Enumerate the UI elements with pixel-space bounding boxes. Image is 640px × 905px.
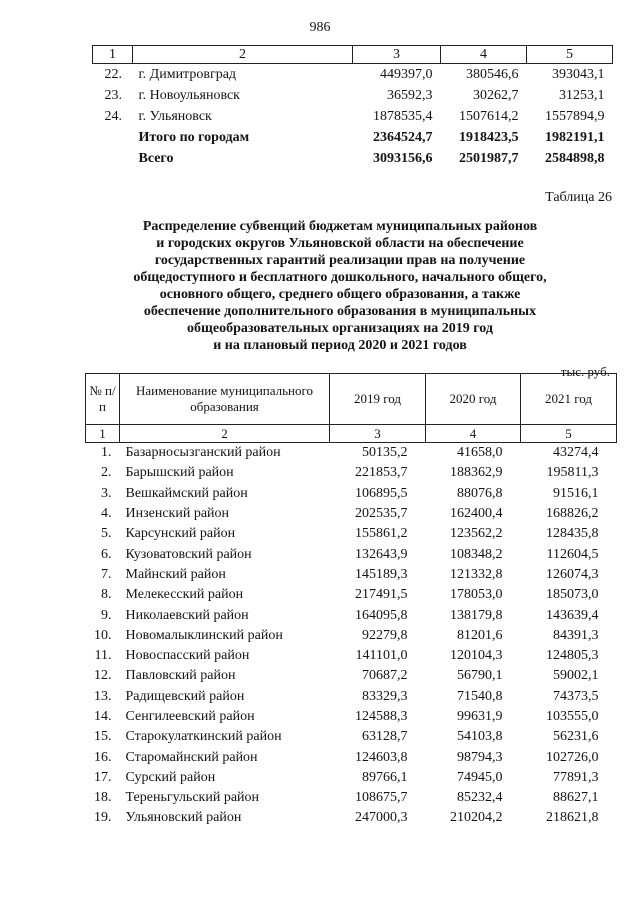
heading-line: основного общего, среднего общего образования, а также bbox=[159, 287, 521, 302]
row-index: 23. bbox=[104, 87, 122, 103]
value-2019: 83329,3 bbox=[362, 688, 408, 704]
table-row bbox=[86, 646, 617, 666]
row-index: 10. bbox=[94, 627, 112, 643]
subventions-table bbox=[85, 373, 617, 829]
table-row bbox=[86, 585, 617, 605]
value-2019: 247000,3 bbox=[355, 810, 408, 826]
value-2020: 41658,0 bbox=[457, 445, 503, 461]
row-index: 17. bbox=[94, 769, 112, 785]
table-row bbox=[86, 524, 617, 544]
subtotal-2020: 1918423,5 bbox=[459, 129, 519, 145]
table-row bbox=[93, 64, 613, 86]
value-2019: 164095,8 bbox=[355, 607, 408, 623]
row-index: 3. bbox=[101, 485, 112, 501]
row-name: Тереньгульский район bbox=[125, 790, 260, 806]
column-number: 4 bbox=[441, 46, 527, 64]
table-row bbox=[86, 605, 617, 625]
column-number: 2 bbox=[133, 46, 353, 64]
value-2019: 36592,3 bbox=[387, 87, 433, 103]
value-2019: 108675,7 bbox=[355, 790, 408, 806]
value-2019: 449397,0 bbox=[380, 66, 433, 82]
table-row bbox=[93, 85, 613, 106]
column-number-row bbox=[86, 425, 617, 443]
subtotal-2021: 1982191,1 bbox=[545, 129, 605, 145]
column-number: 2 bbox=[120, 425, 330, 443]
row-index: 9. bbox=[101, 607, 112, 623]
value-2020: 99631,9 bbox=[457, 709, 503, 724]
value-2020: 1507614,2 bbox=[459, 108, 519, 124]
total-label: Всего bbox=[138, 150, 174, 166]
value-2021: 56231,6 bbox=[553, 729, 599, 745]
row-index: 19. bbox=[94, 810, 112, 826]
value-2020: 178053,0 bbox=[450, 587, 503, 603]
value-2020: 108348,2 bbox=[450, 546, 503, 562]
table-label: Таблица 26 bbox=[545, 190, 612, 205]
value-2019: 155861,2 bbox=[355, 526, 408, 542]
value-2021: 143639,4 bbox=[546, 607, 599, 623]
column-number: 4 bbox=[426, 425, 521, 443]
value-2021: 88627,1 bbox=[553, 790, 599, 806]
row-name: г. Димитровград bbox=[138, 66, 237, 82]
row-name: Мелекесский район bbox=[125, 587, 244, 603]
table-row bbox=[86, 808, 617, 828]
value-2020: 188362,9 bbox=[450, 465, 503, 481]
header-2019: 2019 год bbox=[330, 374, 426, 425]
header-2021: 2021 год bbox=[521, 374, 617, 425]
row-name: г. Новоульяновск bbox=[138, 87, 240, 103]
header-num: № п/п bbox=[86, 374, 120, 425]
row-name: Старокулаткинский район bbox=[125, 729, 282, 745]
value-2020: 121332,8 bbox=[450, 566, 503, 582]
row-name: Николаевский район bbox=[125, 607, 249, 623]
row-index: 6. bbox=[101, 546, 112, 562]
row-index: 5. bbox=[101, 526, 112, 542]
value-2021: 1557894,9 bbox=[545, 108, 605, 124]
value-2020: 123562,2 bbox=[450, 526, 503, 542]
value-2021: 185073,0 bbox=[546, 587, 599, 603]
row-name: Инзенский район bbox=[125, 506, 230, 522]
value-2019: 202535,7 bbox=[355, 506, 408, 522]
value-2021: 74373,5 bbox=[553, 688, 599, 704]
row-name: Карсунский район bbox=[125, 526, 236, 542]
row-index: 7. bbox=[101, 566, 112, 582]
subtotal-label: Итого по городам bbox=[138, 129, 250, 145]
row-name: Вешкаймский район bbox=[125, 485, 248, 501]
header-2020: 2020 год bbox=[426, 374, 521, 425]
value-2020: 138179,8 bbox=[450, 607, 503, 623]
row-index: 24. bbox=[104, 108, 122, 124]
row-name: Павловский район bbox=[125, 668, 236, 684]
value-2020: 88076,8 bbox=[457, 485, 503, 501]
header-name: Наименование муниципального образования bbox=[120, 374, 330, 425]
value-2019: 145189,3 bbox=[355, 566, 408, 582]
table-row bbox=[93, 106, 613, 127]
total-2019: 3093156,6 bbox=[373, 150, 433, 166]
value-2021: 393043,1 bbox=[552, 66, 605, 82]
value-2020: 85232,4 bbox=[457, 790, 503, 806]
value-2020: 380546,6 bbox=[466, 66, 519, 82]
value-2019: 132643,9 bbox=[355, 546, 408, 562]
row-name: Старомайнский район bbox=[125, 749, 258, 765]
value-2020: 30262,7 bbox=[473, 87, 519, 103]
value-2021: 126074,3 bbox=[546, 566, 599, 582]
row-index: 4. bbox=[101, 506, 112, 522]
column-number-row bbox=[93, 46, 613, 64]
units-label: тыс. руб. bbox=[560, 364, 610, 379]
row-index: 1. bbox=[101, 445, 112, 461]
value-2020: 98794,3 bbox=[457, 749, 503, 765]
value-2021: 112604,5 bbox=[546, 546, 599, 562]
total-2020: 2501987,7 bbox=[459, 150, 519, 166]
row-index: 13. bbox=[94, 688, 112, 704]
table-row bbox=[86, 747, 617, 767]
row-index: 22. bbox=[104, 66, 122, 82]
value-2020: 54103,8 bbox=[457, 729, 503, 745]
value-2019: 106895,5 bbox=[355, 485, 408, 501]
value-2020: 71540,8 bbox=[457, 688, 503, 704]
table-header-row bbox=[86, 374, 617, 425]
row-index: 16. bbox=[94, 749, 112, 765]
value-2020: 120104,3 bbox=[450, 648, 503, 664]
value-2021: 77891,3 bbox=[553, 769, 599, 785]
table-row bbox=[86, 707, 617, 727]
value-2020: 210204,2 bbox=[450, 810, 503, 826]
row-name: г. Ульяновск bbox=[138, 108, 212, 124]
table-row bbox=[86, 687, 617, 707]
value-2021: 195811,3 bbox=[546, 465, 599, 481]
row-index: 11. bbox=[94, 648, 112, 664]
table-row bbox=[86, 504, 617, 524]
value-2021: 128435,8 bbox=[546, 526, 599, 542]
column-number: 5 bbox=[527, 46, 613, 64]
value-2019: 217491,5 bbox=[355, 587, 408, 603]
heading-line: и городских округов Ульяновской области на обеспечение bbox=[156, 236, 524, 251]
value-2020: 56790,1 bbox=[457, 668, 503, 684]
row-index: 8. bbox=[101, 587, 112, 603]
row-name: Новомалыклинский район bbox=[125, 627, 283, 643]
row-index: 15. bbox=[94, 729, 112, 745]
table-body bbox=[86, 443, 617, 829]
column-number: 3 bbox=[353, 46, 441, 64]
heading-line: общеобразовательных организациях на 2019 год bbox=[187, 321, 493, 336]
total-2021: 2584898,8 bbox=[545, 150, 605, 166]
table-row bbox=[86, 666, 617, 686]
heading-line: общедоступного и бесплатного дошкольного, начального общего, bbox=[133, 270, 547, 285]
value-2019: 50135,2 bbox=[362, 445, 408, 461]
table-row bbox=[86, 484, 617, 504]
row-name: Базарносызганский район bbox=[125, 445, 281, 461]
value-2021: 43274,4 bbox=[553, 445, 599, 461]
row-index: 14. bbox=[94, 709, 112, 724]
table-row bbox=[86, 544, 617, 564]
table-row bbox=[86, 463, 617, 483]
value-2021: 168826,2 bbox=[546, 506, 599, 522]
page-number: 986 bbox=[309, 20, 331, 35]
value-2021: 31253,1 bbox=[559, 87, 605, 103]
value-2019: 89766,1 bbox=[362, 769, 408, 785]
value-2019: 141101,0 bbox=[355, 648, 408, 664]
row-name: Майнский район bbox=[125, 566, 226, 582]
value-2019: 92279,8 bbox=[362, 627, 408, 643]
row-index: 18. bbox=[94, 790, 112, 806]
table-row bbox=[86, 443, 617, 464]
value-2021: 91516,1 bbox=[553, 485, 599, 501]
value-2021: 124805,3 bbox=[546, 648, 599, 664]
value-2019: 221853,7 bbox=[355, 465, 408, 481]
continuation-table bbox=[92, 45, 613, 169]
heading-line: государственных гарантий реализации прав на получение bbox=[154, 253, 526, 268]
column-number: 3 bbox=[330, 425, 426, 443]
row-name: Новоспасский район bbox=[125, 648, 250, 664]
row-name: Ульяновский район bbox=[125, 810, 242, 826]
value-2019: 1878535,4 bbox=[373, 108, 433, 124]
table-row bbox=[86, 788, 617, 808]
value-2021: 103555,0 bbox=[546, 709, 599, 724]
table-heading bbox=[120, 218, 560, 354]
table-row bbox=[86, 768, 617, 788]
row-name: Сенгилеевский район bbox=[125, 709, 255, 724]
value-2021: 84391,3 bbox=[553, 627, 599, 643]
heading-line: обеспечение дополнительного образования в муниципальных bbox=[143, 304, 537, 319]
row-name: Барышский район bbox=[125, 465, 234, 481]
value-2019: 124603,8 bbox=[355, 749, 408, 765]
value-2019: 63128,7 bbox=[362, 729, 408, 745]
value-2021: 218621,8 bbox=[546, 810, 599, 826]
total-row bbox=[93, 148, 613, 169]
value-2021: 59002,1 bbox=[553, 668, 599, 684]
table-row bbox=[86, 626, 617, 646]
value-2019: 124588,3 bbox=[355, 709, 408, 724]
table-row bbox=[86, 727, 617, 747]
subtotal-2019: 2364524,7 bbox=[373, 129, 433, 145]
row-name: Радищевский район bbox=[125, 688, 245, 704]
column-number: 1 bbox=[86, 425, 120, 443]
row-name: Кузоватовский район bbox=[125, 546, 252, 562]
row-name: Сурский район bbox=[125, 769, 216, 785]
subtotal-row bbox=[93, 127, 613, 148]
heading-line: и на плановый период 2020 и 2021 годов bbox=[213, 338, 467, 353]
row-index: 12. bbox=[94, 668, 112, 684]
value-2020: 162400,4 bbox=[450, 506, 503, 522]
value-2021: 102726,0 bbox=[546, 749, 599, 765]
value-2019: 70687,2 bbox=[362, 668, 408, 684]
heading-line: Распределение субвенций бюджетам муниципальных районов bbox=[142, 219, 538, 234]
column-number: 5 bbox=[521, 425, 617, 443]
table-row bbox=[86, 565, 617, 585]
row-index: 2. bbox=[101, 465, 112, 481]
value-2020: 81201,6 bbox=[457, 627, 503, 643]
value-2020: 74945,0 bbox=[457, 769, 503, 785]
column-number: 1 bbox=[93, 46, 133, 64]
